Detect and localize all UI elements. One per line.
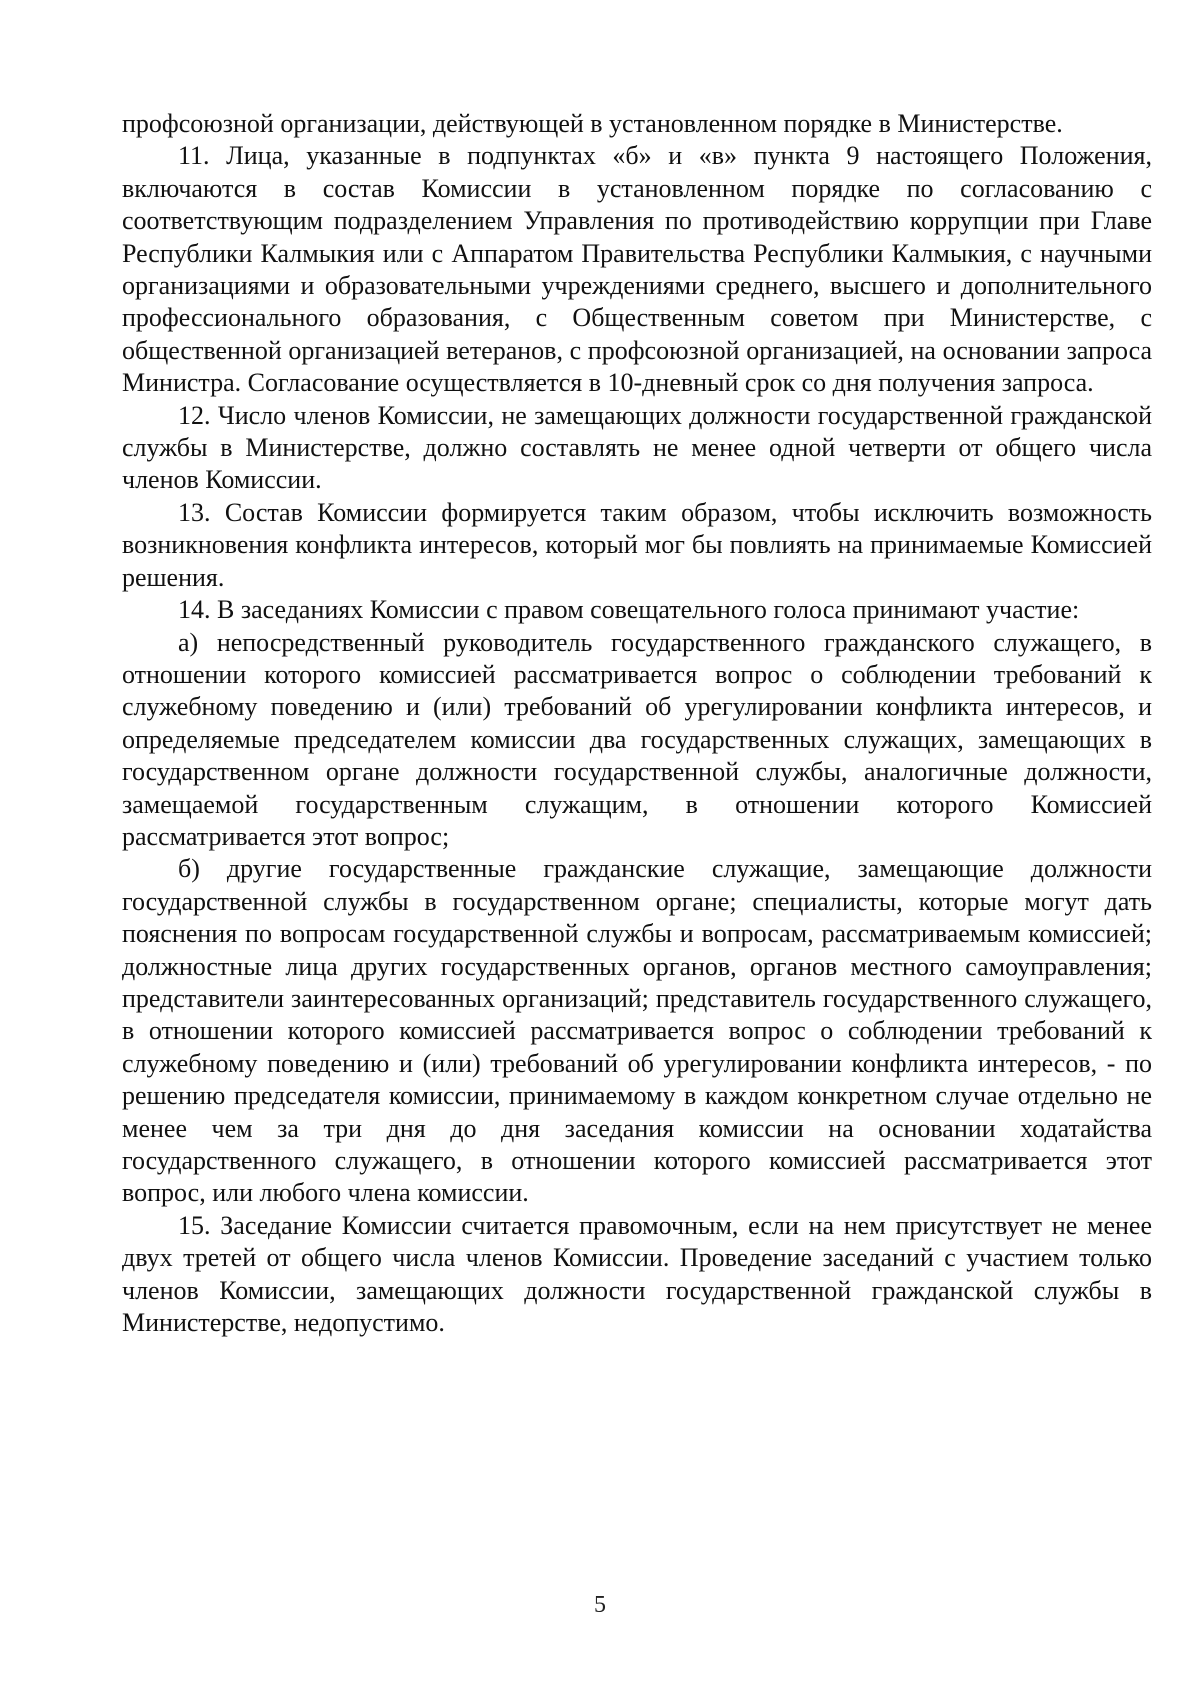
paragraph-item-11: 11. Лица, указанные в подпунктах «б» и «в» пункта 9 настоящего Положения, включаются в состав Комиссии в установленном порядке по согласованию с соответствующим подразделением Управления по противодействию коррупции при Главе Республики Калмыкия или с Аппаратом Правительства Республики Калмыкия, с научными организациями и образовательными учреждениями среднего, высшего и дополнительного профессионального образования, с Общественным советом при Министерстве, с общественной организацией ветеранов, с профсоюзной организацией, на основании запроса Министра. Согласование осуществляется в 10-дневный срок со дня получения запроса. (122, 141, 1152, 398)
paragraph-continuation: профсоюзной организации, действующей в установленном порядке в Министерстве. (122, 109, 1063, 138)
paragraph-item-15: 15. Заседание Комиссии считается правомочным, если на нем присутствует не менее двух третей от общего числа членов Комиссии. Проведение заседаний с участием только членов Комиссии, замещающих должности государственной гражданской службы в Министерстве, недопустимо. (122, 1210, 1152, 1338)
paragraph-item-13: 13. Состав Комиссии формируется таким образом, чтобы исключить возможность возникновения конфликта интересов, который мог бы повлиять на принимаемые Комиссией решения. (122, 497, 1152, 592)
page-number: 5 (594, 1592, 606, 1618)
paragraph-subitem-a: а) непосредственный руководитель государственного гражданского служащего, в отношении которого комиссией рассматривается вопрос о соблюдении требований к служебному поведению и (или) требований об урегулировании конфликта интересов, и определяемые председателем комиссии два государственных служащих, замещающих в государственном органе должности государственной службы, аналогичные должности, замещаемой государственным служащим, в отношении которого Комиссией рассматривается этот вопрос; (122, 627, 1152, 851)
paragraph-subitem-b: б) другие государственные гражданские служащие, замещающие должности государственной службы в государственном органе; специалисты, которые могут дать пояснения по вопросам государственной службы и вопросам, рассматриваемым комиссией; должностные лица других государственных органов, органов местного самоуправления; представители заинтересованных организаций; представитель государственного служащего, в отношении которого комиссией рассматривается вопрос о соблюдении требований к служебному поведению и (или) требований об урегулировании конфликта интересов, - по решению председателя комиссии, принимаемому в каждом конкретном случае отдельно не менее чем за три дня до дня заседания комиссии на основании ходатайства государственного служащего, в отношении которого комиссией рассматривается этот вопрос, или любого члена комиссии. (122, 854, 1152, 1208)
paragraph-item-14: 14. В заседаниях Комиссии с правом совещательного голоса принимают участие: (178, 595, 1080, 625)
document-body (122, 108, 1152, 1339)
paragraph-item-12: 12. Число членов Комиссии, не замещающих должности государственной гражданской службы в Министерстве, должно составлять не менее одной четверти от общего числа членов Комиссии. (122, 400, 1152, 495)
